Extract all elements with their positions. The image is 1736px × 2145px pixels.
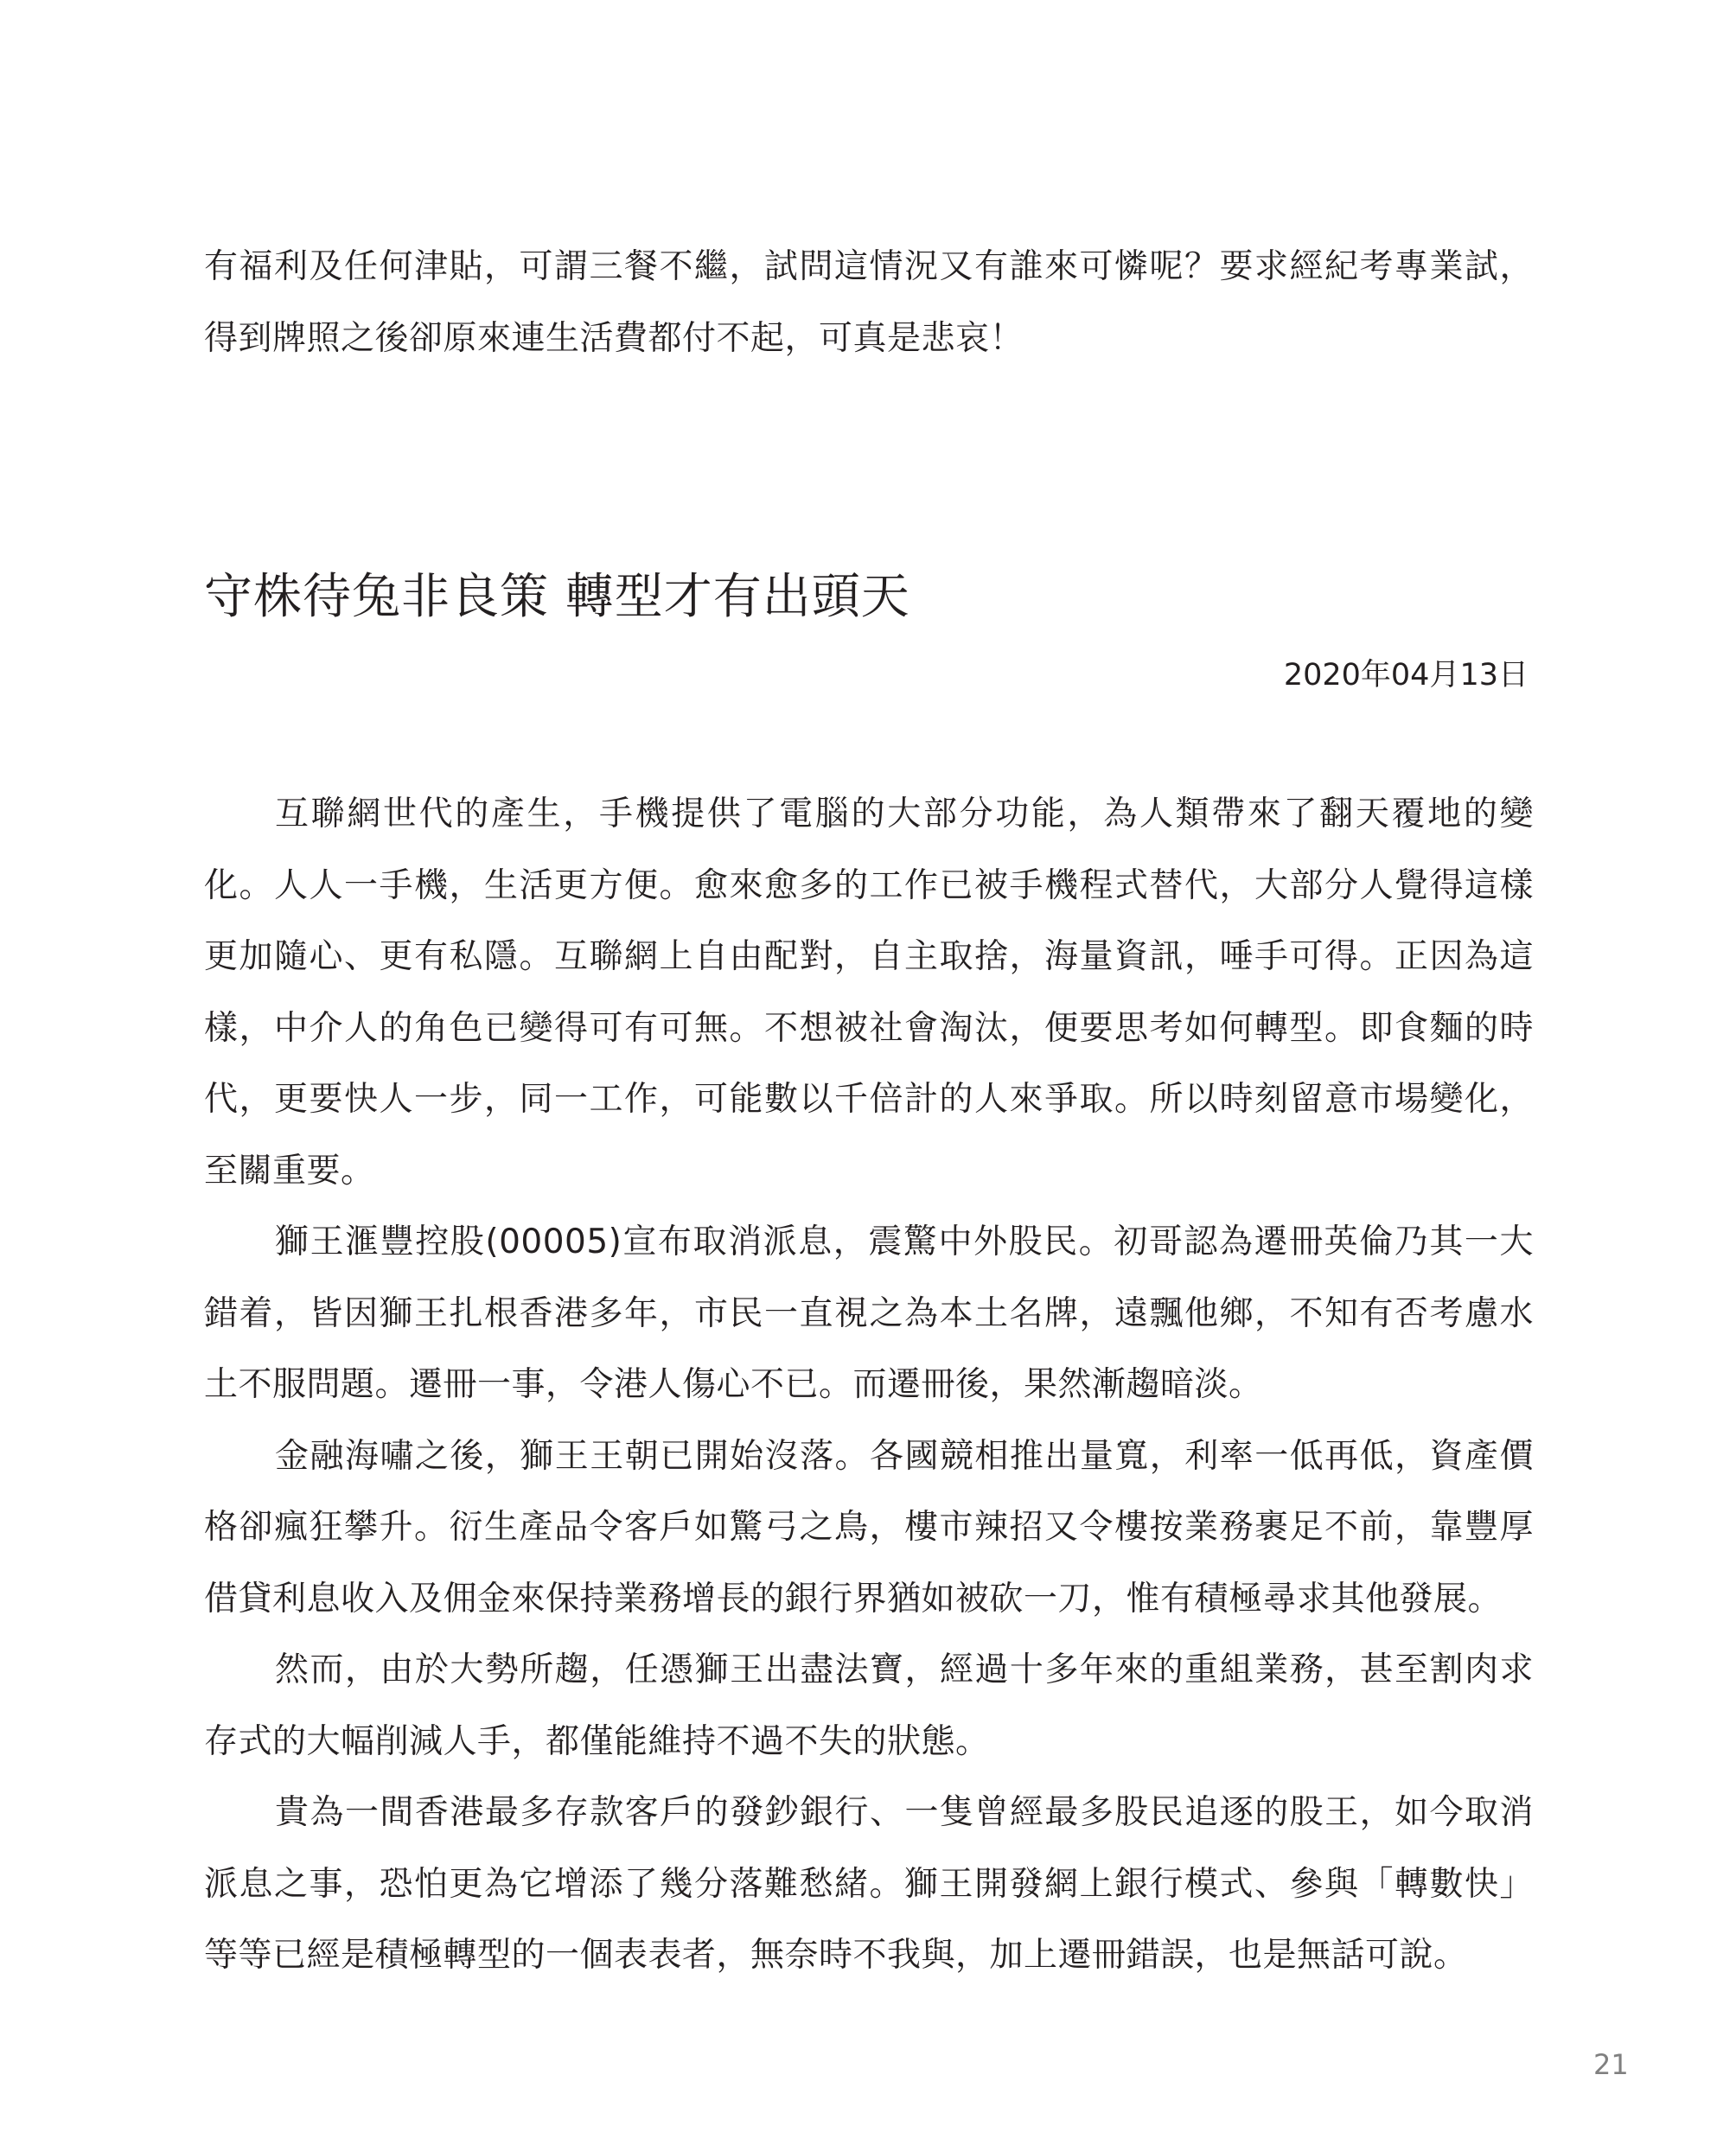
previous-article-continuation	[204, 232, 1534, 374]
continuation-paragraph: 有福利及任何津貼，可謂三餐不繼，試問這情況又有誰來可憐呢？要求經紀考專業試，得到牌照之後卻原來連生活費都付不起，可真是悲哀！	[204, 247, 1534, 358]
article-body	[204, 779, 1534, 1992]
body-paragraph: 互聯網世代的產生，手機提供了電腦的大部分功能，為人類帶來了翻天覆地的變化。人人一手機，生活更方便。愈來愈多的工作已被手機程式替代，大部分人覺得這樣更加隨心、更有私隱。互聯網上自由配對，自主取捨，海量資訊，唾手可得。正因為這樣，中介人的角色已變得可有可無。不想被社會淘汰，便要思考如何轉型。即食麵的時代，更要快人一步，同一工作，可能數以千倍計的人來爭取。所以時刻留意市場變化，至關重要。	[204, 795, 1534, 1191]
article-title: 守株待兔非良策 轉型才有出頭天	[204, 569, 910, 625]
body-paragraph: 然而，由於大勢所趨，任憑獅王出盡法寶，經過十多年來的重組業務，甚至割肉求存式的大幅削減人手，都僅能維持不過不失的狀態。	[204, 1650, 1534, 1761]
body-paragraph: 貴為一間香港最多存款客戶的發鈔銀行、一隻曾經最多股民追逐的股王，如今取消派息之事，恐怕更為它增添了幾分落難愁緒。獅王開發網上銀行模式、參與「轉數快」等等已經是積極轉型的一個表表者，無奈時不我與，加上遷冊錯誤，也是無話可說。	[204, 1793, 1534, 1975]
body-paragraph: 金融海嘯之後，獅王王朝已開始沒落。各國競相推出量寬，利率一低再低，資產價格卻瘋狂攀升。衍生產品令客戶如驚弓之鳥，樓市辣招又令樓按業務裹足不前，靠豐厚借貸利息收入及佣金來保持業務增長的銀行界猶如被砍一刀，惟有積極尋求其他發展。	[204, 1436, 1534, 1618]
article-date: 2020年04月13日	[1283, 658, 1529, 693]
page-number: 21	[1593, 2048, 1629, 2081]
body-paragraph: 獅王滙豐控股(00005)宣布取消派息，震驚中外股民。初哥認為遷冊英倫乃其一大錯着，皆因獅王扎根香港多年，市民一直視之為本土名牌，遠飄他鄉，不知有否考慮水土不服問題。遷冊一事，令港人傷心不已。而遷冊後，果然漸趨暗淡。	[204, 1223, 1534, 1404]
